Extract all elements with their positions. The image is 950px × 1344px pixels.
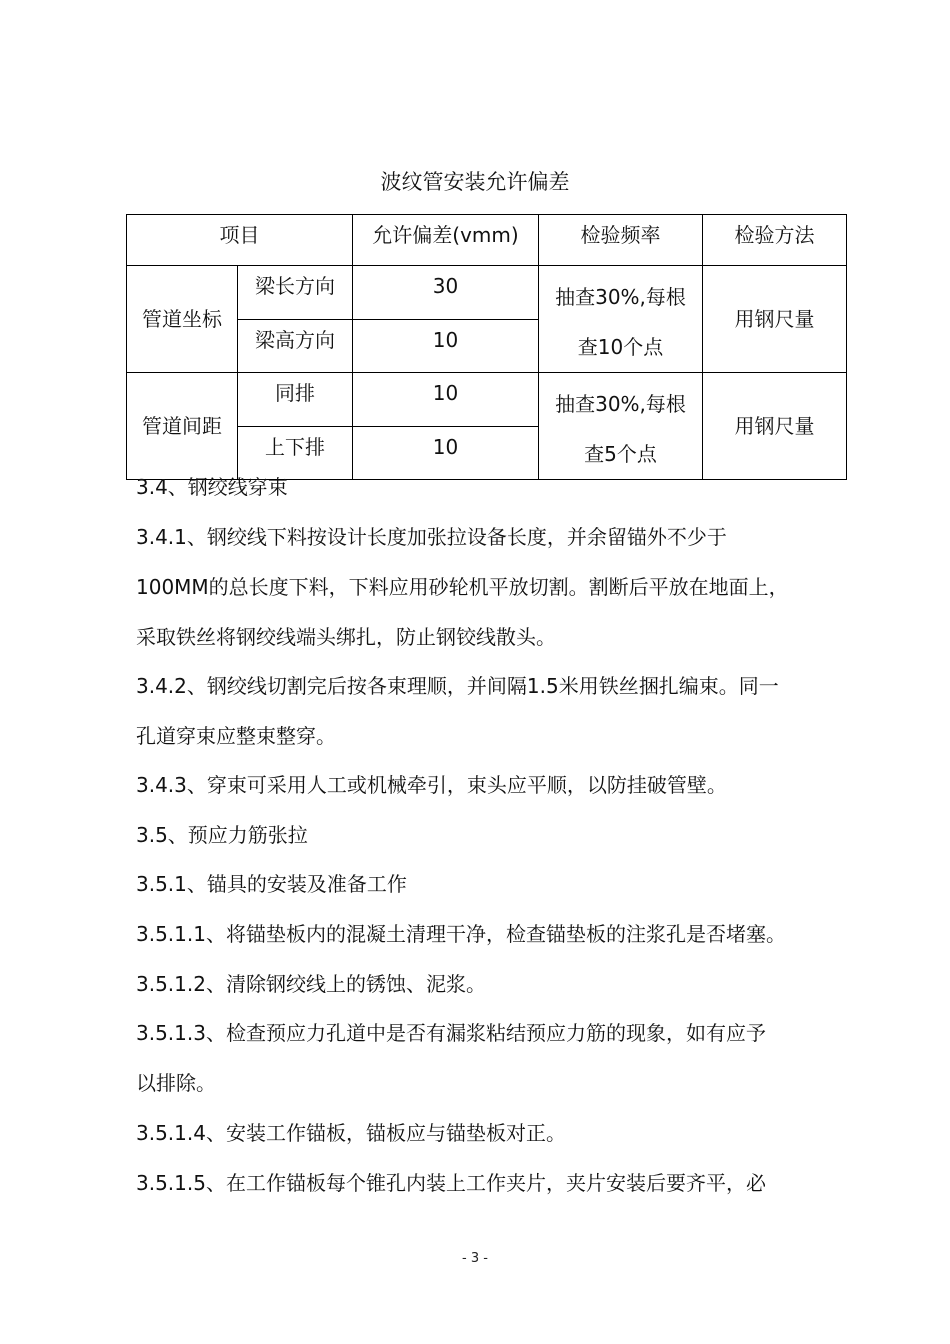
group-name: 管道间距 xyxy=(127,373,238,480)
frequency-line: 抽查30%,每根 xyxy=(555,285,686,309)
frequency-line: 抽查30%,每根 xyxy=(555,392,686,416)
group-name: 管道坐标 xyxy=(127,266,238,373)
body-line: 3.4.3、穿束可采用人工或机械牵引，束头应平顺，以防挂破管壁。 xyxy=(136,773,727,797)
body-line: 3.5.1.3、检查预应力孔道中是否有漏浆粘结预应力筋的现象，如有应予 xyxy=(136,1021,766,1045)
body-line: 3.5.1.5、在工作锚板每个锥孔内装上工作夹片，夹片安装后要齐平，必 xyxy=(136,1171,766,1195)
sub-item: 梁长方向 xyxy=(238,266,353,320)
body-line: 孔道穿束应整束整穿。 xyxy=(136,724,336,748)
header-tolerance: 允许偏差(vmm) xyxy=(353,215,539,266)
method-cell: 用钢尺量 xyxy=(703,266,847,373)
body-line: 以排除。 xyxy=(136,1071,216,1095)
tolerance-value: 10 xyxy=(353,373,539,427)
tolerance-value: 10 xyxy=(353,320,539,373)
frequency-line: 查10个点 xyxy=(577,335,664,359)
tolerance-table xyxy=(126,214,847,480)
body-line: 3.5.1.2、清除钢绞线上的锈蚀、泥浆。 xyxy=(136,972,486,996)
tolerance-value: 10 xyxy=(353,427,539,480)
tolerance-value: 30 xyxy=(353,266,539,320)
method-cell: 用钢尺量 xyxy=(703,373,847,480)
sub-item: 梁高方向 xyxy=(238,320,353,373)
body-line: 3.5.1.1、将锚垫板内的混凝土清理干净，检查锚垫板的注浆孔是否堵塞。 xyxy=(136,922,786,946)
subsection-heading: 3.5.1、锚具的安装及准备工作 xyxy=(136,872,407,896)
table-title: 波纹管安装允许偏差 xyxy=(380,170,570,194)
sub-item: 同排 xyxy=(238,373,353,427)
header-method: 检验方法 xyxy=(703,215,847,266)
header-frequency: 检验频率 xyxy=(539,215,703,266)
body-line: 3.4.1、钢绞线下料按设计长度加张拉设备长度，并余留锚外不少于 xyxy=(136,525,727,549)
body-line: 采取铁丝将钢绞线端头绑扎，防止钢铰线散头。 xyxy=(136,625,556,649)
section-heading: 3.4、钢绞线穿束 xyxy=(136,475,288,499)
header-item: 项目 xyxy=(127,215,353,266)
body-line: 3.5.1.4、安装工作锚板，锚板应与锚垫板对正。 xyxy=(136,1121,566,1145)
frequency-cell xyxy=(539,266,703,373)
body-line: 3.4.2、钢绞线切割完后按各束理顺，并间隔1.5米用铁丝捆扎编束。同一 xyxy=(136,674,779,698)
frequency-line: 查5个点 xyxy=(584,442,657,466)
page-number: - 3 - xyxy=(462,1251,488,1266)
section-heading: 3.5、预应力筋张拉 xyxy=(136,823,308,847)
sub-item: 上下排 xyxy=(238,427,353,480)
body-line: 100MM的总长度下料，下料应用砂轮机平放切割。割断后平放在地面上， xyxy=(136,575,789,599)
